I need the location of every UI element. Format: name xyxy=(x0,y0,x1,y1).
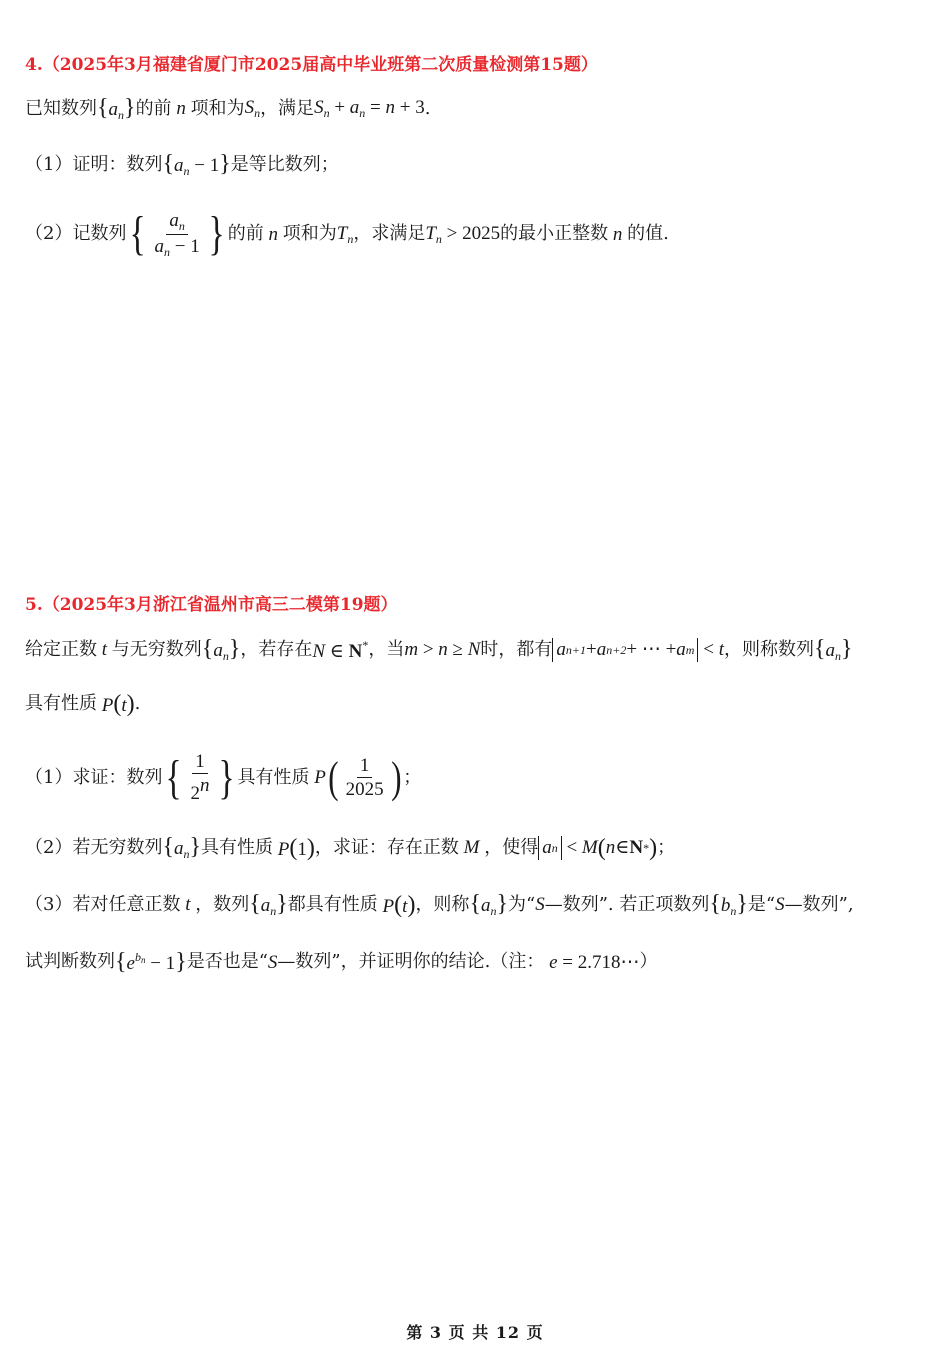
formula-fraction-seq: { $\frac{a_n}{a_n - 1}$ } xyxy=(129,207,225,260)
problem-5-part-3-line-1: （3）若对任意正数 t ，数列 $\{a_n\}$ 都具有性质 P(t) ，则称 $\{a_n\}$ 为“ S —数列”. 若正项数列 $\{b_n\}$ 是“ S —数列”, xyxy=(25,891,854,918)
formula-abs-sum: a n+1 + a n+2 + ⋯ + a m < t xyxy=(552,638,724,662)
problem-5-title: 5.（2025年3月浙江省温州市高三二模第19题） xyxy=(25,595,398,615)
problem-5-stem-line-1: 给定正数 t 与无穷数列 $\{a_n\}$ ，若存在 N ∈ N* ，当 m > n ≥ N 时，都有 a n+1 + a n+2 + ⋯ + a m < t ，则称数列 $\{a_n\}$ xyxy=(25,636,853,663)
formula-bound: a n < M ( n ∈ N * ) xyxy=(538,836,657,860)
formula-exp-seq: $\{e^{b_n} - 1\}$ xyxy=(115,949,187,975)
formula-seq-an: $\{a_n\}$ xyxy=(97,95,136,122)
problem-5-part-2: （2）若无穷数列 $\{a_n\}$ 具有性质 P(1) ，求证：存在正数 M ，使得 a n < M ( n ∈ N * ) ； xyxy=(25,834,676,861)
formula-seq-an-minus-1: $\{a_n - 1\}$ xyxy=(162,151,231,178)
problem-5-part-3-line-2: 试判断数列 $\{e^{b_n} - 1\}$ 是否也是“ S —数列”，并证明你的结论.（注： e = 2.718⋯ ） xyxy=(25,949,658,975)
formula-condition: $S_n + a_n = n + 3$ xyxy=(314,97,425,120)
problem-4-part-2: （2）记数列 { $\frac{a_n}{a_n - 1}$ } 的前 n 项和为 $T_n$ ，求满足 $T_n > 2025$ 的最小正整数 n 的值. xyxy=(25,207,669,260)
formula-seq-inverse-power: { $\frac{1}{2^n}$ } xyxy=(165,750,235,804)
problem-4-stem: 已知数列 $\{a_n\}$ 的前 n 项和为 $S_n$ ，满足 $S_n + a_n = n + 3$ . xyxy=(25,95,431,122)
problem-5-stem-line-2: 具有性质 P(t) . xyxy=(25,691,141,717)
problem-4-part-1: （1）证明：数列 $\{a_n - 1\}$ 是等比数列； xyxy=(25,151,339,178)
problem-5-part-1: （1）求证：数列 { $\frac{1}{2^n}$ } 具有性质 P ( $\frac{1}{2025}$ ) ； xyxy=(25,750,422,804)
page-footer: 第 3 页 共 12 页 xyxy=(406,1323,544,1342)
problem-4-title: 4.（2025年3月福建省厦门市2025届高中毕业班第二次质量检测第15题） xyxy=(25,55,598,75)
formula-property-p-fraction: P ( $\frac{1}{2025}$ ) xyxy=(309,752,402,802)
